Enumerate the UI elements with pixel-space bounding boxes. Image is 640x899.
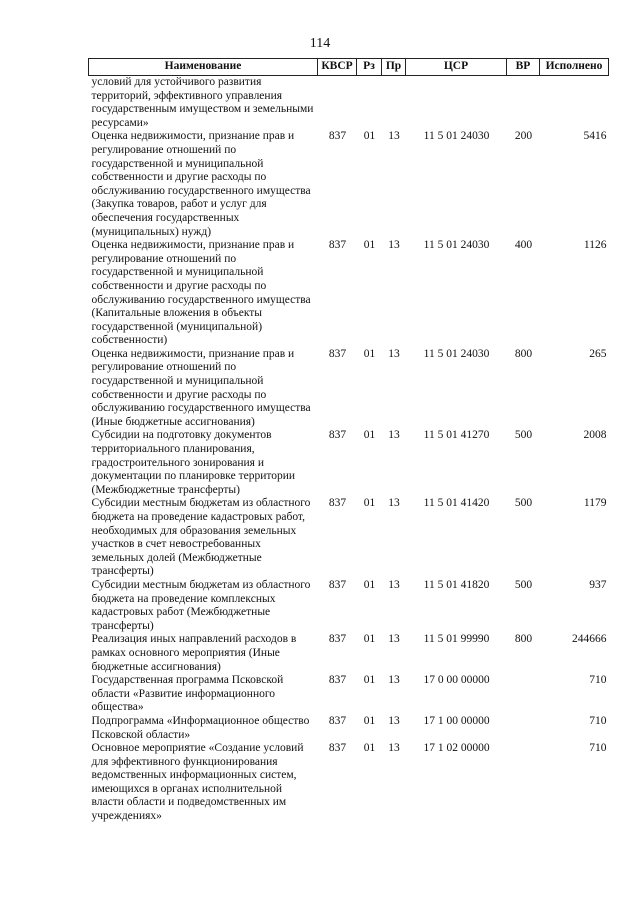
row-rz-cell: 01 xyxy=(363,239,376,252)
row-name-cell: Государственная программа Псковской области «Развитие информационного общества» xyxy=(91,674,284,714)
row-rz-cell: 01 xyxy=(363,130,376,143)
row-kvsr-cell xyxy=(318,76,357,131)
row-amount-cell: 265 xyxy=(589,347,607,360)
row-csr-cell: 17 1 00 00000 xyxy=(423,714,490,727)
row-csr-cell: 11 5 01 24030 xyxy=(423,130,490,143)
row-name-cell: Субсидии местным бюджетам из областного бюджета на проведение кадастровых работ, необходимых для образования земельных участков в счет невостребованных земельных долей (Межбюджетные трансферты) xyxy=(91,497,311,578)
row-amount-cell: 1179 xyxy=(583,497,607,510)
row-pr-cell: 13 xyxy=(388,130,400,143)
row-pr-cell: 13 xyxy=(388,578,400,591)
row-csr-cell: 11 5 01 99990 xyxy=(423,633,490,646)
row-pr-cell: 13 xyxy=(388,714,400,727)
row-csr-cell: 11 5 01 41820 xyxy=(423,578,490,591)
row-rz-cell: 01 xyxy=(363,674,376,687)
row-csr-cell: 17 1 02 00000 xyxy=(423,742,490,755)
row-rz-cell: 01 xyxy=(363,714,376,727)
row-csr-cell: 11 5 01 41270 xyxy=(423,429,490,442)
row-pr-cell: 13 xyxy=(388,239,400,252)
row-vr-cell: 500 xyxy=(514,429,533,442)
row-rz-cell: 01 xyxy=(363,497,376,510)
row-amount-cell: 244666 xyxy=(572,633,607,646)
row-rz-cell xyxy=(357,76,382,131)
row-kvsr-cell: 837 xyxy=(328,429,347,442)
row-amount-cell: 710 xyxy=(589,742,607,755)
row-name-cell: Реализация иных направлений расходов в рамках основного мероприятия (Иные бюджетные ассигнования) xyxy=(91,633,297,673)
row-rz-cell: 01 xyxy=(363,347,376,360)
row-amount-cell: 2008 xyxy=(583,429,607,442)
table-row xyxy=(89,715,609,742)
row-pr-cell: 13 xyxy=(388,429,400,442)
table-row xyxy=(89,674,609,715)
row-name-cell: Подпрограмма «Информационное общество Псковской области» xyxy=(91,714,310,741)
header-pr: Пр xyxy=(382,59,406,76)
header-executed: Исполнено xyxy=(540,59,609,76)
row-kvsr-cell: 837 xyxy=(328,742,347,755)
row-rz-cell: 01 xyxy=(363,742,376,755)
row-amount-cell xyxy=(540,76,609,131)
row-pr-cell: 13 xyxy=(388,633,400,646)
page-number: 114 xyxy=(309,36,331,51)
row-csr-cell: 11 5 01 24030 xyxy=(423,239,490,252)
table-row xyxy=(89,76,609,131)
row-kvsr-cell: 837 xyxy=(328,497,347,510)
row-vr-cell: 800 xyxy=(514,633,533,646)
table-row xyxy=(89,633,609,674)
row-rz-cell: 01 xyxy=(363,429,376,442)
row-name-cell: Субсидии местным бюджетам из областного бюджета на проведение комплексных кадастровых работ (Межбюджетные трансферты) xyxy=(91,578,311,632)
row-vr-cell: 200 xyxy=(514,130,533,143)
row-kvsr-cell: 837 xyxy=(328,239,347,252)
row-name-cell: Оценка недвижимости, признание прав и регулирование отношений по государственной и муниципальной собственности и другие расходы по обслуживанию государственного имущества (Капитальные вложения в объекты государственной (муниципальной) собственности) xyxy=(91,239,311,347)
row-name-cell: Субсидии на подготовку документов территориального планирования, градостроительного зонирования и документации по планировке территории (Межбюджетные трансферты) xyxy=(91,429,296,496)
row-name-cell: Оценка недвижимости, признание прав и регулирование отношений по государственной и муниципальной собственности и другие расходы по обслуживанию государственного имущества (Закупка товаров, работ и услуг для обеспечения государственных (муниципальных) нужд) xyxy=(91,130,311,238)
header-name: Наименование xyxy=(89,59,318,76)
row-name-cell: Основное мероприятие «Создание условий для эффективного функционирования ведомственных информационных систем, имеющихся в органах исполнительной власти области и подведомственных им учреждениях» xyxy=(91,742,304,823)
table-row xyxy=(89,497,609,579)
row-pr-cell: 13 xyxy=(388,347,400,360)
row-kvsr-cell: 837 xyxy=(328,674,347,687)
row-csr-cell xyxy=(406,76,507,131)
row-csr-cell: 11 5 01 24030 xyxy=(423,347,490,360)
row-csr-cell: 17 0 00 00000 xyxy=(423,674,490,687)
header-kvsr: КВСР xyxy=(318,59,357,76)
row-rz-cell: 01 xyxy=(363,578,376,591)
table-row xyxy=(89,130,609,239)
row-amount-cell: 1126 xyxy=(583,239,607,252)
row-pr-cell xyxy=(382,76,406,131)
row-csr-cell: 11 5 01 41420 xyxy=(423,497,490,510)
table-row xyxy=(89,239,609,348)
table-header-row xyxy=(89,59,609,76)
row-vr-cell: 500 xyxy=(514,497,533,510)
row-kvsr-cell: 837 xyxy=(328,714,347,727)
row-name-cell: Оценка недвижимости, признание прав и регулирование отношений по государственной и муниципальной собственности и другие расходы по обслуживанию государственного имущества (Иные бюджетные ассигнования) xyxy=(91,347,311,428)
table-row xyxy=(89,742,609,824)
table-row xyxy=(89,429,609,497)
row-kvsr-cell: 837 xyxy=(328,347,347,360)
header-vr: ВР xyxy=(507,59,540,76)
row-kvsr-cell: 837 xyxy=(328,633,347,646)
row-pr-cell: 13 xyxy=(388,674,400,687)
row-rz-cell: 01 xyxy=(363,633,376,646)
row-vr-cell xyxy=(507,742,540,824)
row-amount-cell: 710 xyxy=(589,674,607,687)
row-vr-cell xyxy=(507,76,540,131)
row-kvsr-cell: 837 xyxy=(328,578,347,591)
row-pr-cell: 13 xyxy=(388,742,400,755)
row-vr-cell: 500 xyxy=(514,578,533,591)
table-body xyxy=(89,76,609,824)
header-rz: Рз xyxy=(357,59,382,76)
budget-table xyxy=(88,58,609,824)
row-pr-cell: 13 xyxy=(388,497,400,510)
row-vr-cell xyxy=(507,674,540,715)
row-kvsr-cell: 837 xyxy=(328,130,347,143)
table-row xyxy=(89,579,609,633)
row-vr-cell xyxy=(507,715,540,742)
row-vr-cell: 400 xyxy=(514,239,533,252)
row-name-cell: условий для устойчивого развития территорий, эффективного управления государственным имуществом и земельными ресурсами» xyxy=(91,76,314,129)
row-amount-cell: 710 xyxy=(589,714,607,727)
row-vr-cell: 800 xyxy=(514,347,533,360)
header-csr: ЦСР xyxy=(406,59,507,76)
row-amount-cell: 5416 xyxy=(583,130,607,143)
table-row xyxy=(89,348,609,430)
row-amount-cell: 937 xyxy=(589,578,607,591)
